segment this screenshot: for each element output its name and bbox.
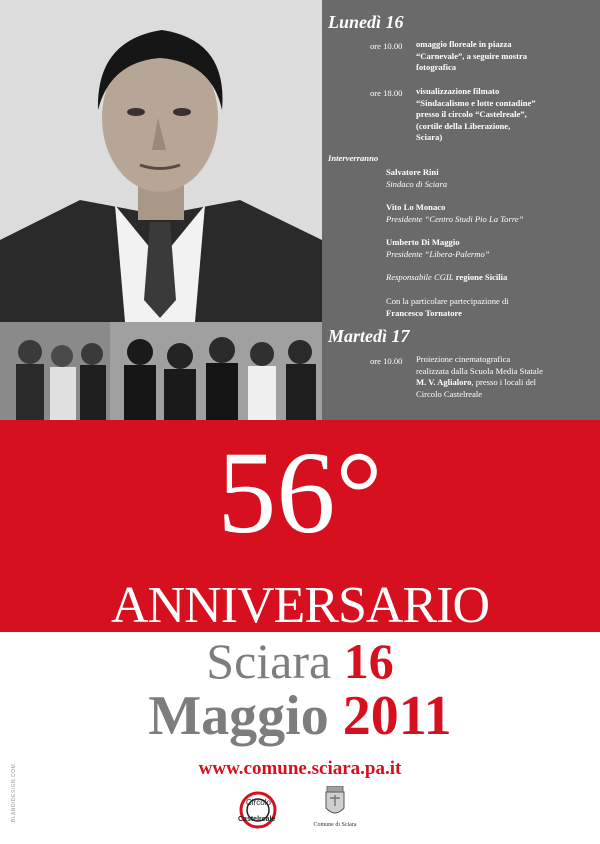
comune-label: Comune di Sciara bbox=[313, 822, 357, 828]
photo-area bbox=[0, 0, 322, 420]
crest-icon bbox=[302, 786, 368, 820]
comune-crest bbox=[302, 786, 368, 836]
portrait-photo bbox=[0, 0, 322, 322]
event-line: Circolo Castelreale bbox=[416, 388, 483, 399]
month-name: Maggio bbox=[148, 685, 329, 747]
event-time: ore 10.00 bbox=[370, 41, 403, 51]
day2-title: Martedì 17 bbox=[328, 326, 410, 346]
school-suffix: , presso i locali del bbox=[471, 377, 537, 387]
event-line: “Sindacalismo e lotte contadine” bbox=[416, 97, 536, 108]
event-line: omaggio floreale in piazza bbox=[416, 39, 512, 49]
event-description bbox=[416, 354, 596, 400]
event-line: visualizzazione filmato bbox=[416, 86, 500, 96]
speaker-role: Sindaco di Sciara bbox=[386, 178, 448, 189]
circolo-castelreale-logo bbox=[230, 786, 290, 836]
school-name: M. V. Aglialoro bbox=[416, 377, 472, 387]
cgil-region: regione Sicilia bbox=[455, 272, 508, 282]
portrait-illustration bbox=[0, 0, 322, 322]
event-description bbox=[416, 39, 596, 74]
event-line: realizzata dalla Scuola Media Statale bbox=[416, 365, 543, 376]
year: 2011 bbox=[342, 685, 452, 747]
speaker-role: Presidente “Libera-Palermo” bbox=[386, 248, 490, 259]
cgil-line bbox=[386, 272, 507, 284]
place-date-line bbox=[0, 633, 600, 689]
event-description bbox=[416, 86, 596, 144]
event-line: fotografica bbox=[416, 62, 457, 72]
event-line-school bbox=[416, 377, 596, 389]
day1-title: Lunedì 16 bbox=[328, 12, 404, 32]
event-time: ore 18.00 bbox=[370, 88, 403, 98]
schedule-panel bbox=[322, 0, 600, 420]
website-url: www.comune.sciara.pa.it bbox=[198, 758, 402, 779]
event-line: Sciara) bbox=[416, 132, 443, 142]
speaker-role: Presidente “Centro Studi Pio La Torre” bbox=[386, 213, 524, 224]
month-year-line bbox=[0, 685, 600, 747]
speaker bbox=[386, 237, 490, 260]
participation bbox=[386, 296, 509, 319]
event-line: (cortile della Liberazione, bbox=[416, 120, 511, 131]
design-credit: BLANDIDESIGN.COM bbox=[11, 763, 17, 823]
anniversary-number: 56° bbox=[217, 427, 383, 558]
speaker-name: Umberto Di Maggio bbox=[386, 237, 460, 247]
speaker-name: Salvatore Rini bbox=[386, 167, 439, 177]
event-time: ore 10.00 bbox=[370, 356, 403, 366]
speakers-heading: Interverranno bbox=[328, 153, 379, 163]
circolo-logo-text-bottom: Castelreale bbox=[238, 816, 276, 823]
participation-line: Con la particolare partecipazione di bbox=[386, 296, 509, 306]
event-line: Proiezione cinematografica bbox=[416, 354, 511, 364]
place-name: Sciara bbox=[206, 633, 332, 689]
circolo-logo-text-top: Circolo bbox=[246, 798, 271, 807]
event-line: presso il circolo “Castelreale”, bbox=[416, 109, 527, 119]
event-line: “Carnevale”, a seguire mostra bbox=[416, 50, 528, 61]
anniversary-title: ANNIVERSARIO bbox=[111, 577, 489, 634]
participation-name: Francesco Tornatore bbox=[386, 307, 462, 318]
header-panel bbox=[0, 0, 600, 420]
circolo-logo-icon bbox=[230, 786, 290, 836]
cgil-role: Responsabile CGIL bbox=[386, 272, 454, 282]
speaker-name: Vito Lo Monaco bbox=[386, 202, 446, 212]
crowd-photo-strip bbox=[0, 322, 322, 420]
crowd-illustration bbox=[0, 322, 322, 420]
speaker bbox=[386, 167, 447, 190]
speaker bbox=[386, 202, 523, 225]
day-number: 16 bbox=[343, 633, 394, 689]
